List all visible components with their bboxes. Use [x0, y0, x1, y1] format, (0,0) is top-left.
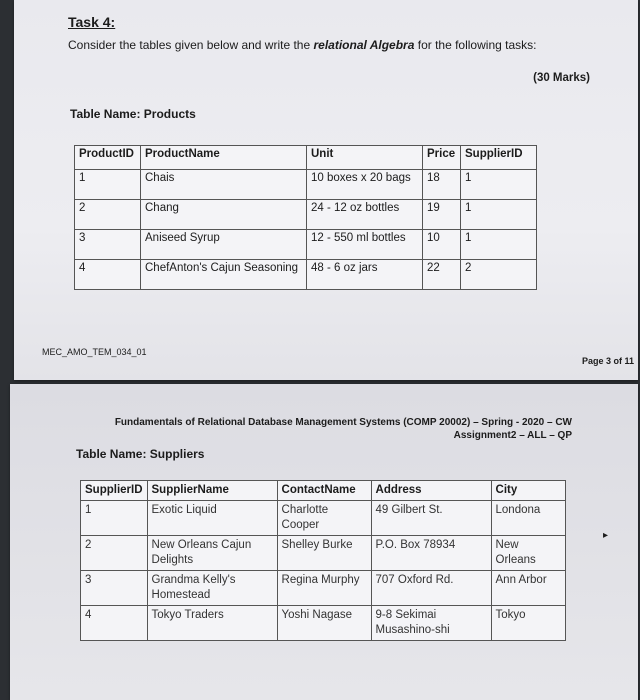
cell-city: New Orleans: [491, 536, 565, 571]
cell-supplier-id: 4: [81, 606, 148, 641]
cell-product-name: Chang: [141, 200, 307, 230]
course-header-line2: Assignment2 – ALL – QP: [453, 430, 572, 441]
cell-supplier-name: Exotic Liquid: [147, 501, 277, 536]
header-supplier-id: SupplierID: [461, 146, 537, 170]
instruction-emphasis: relational Algebra: [313, 38, 415, 52]
cell-city: Tokyo: [491, 606, 565, 641]
cell-supplier-name: Grandma Kelly's Homestead: [147, 571, 277, 606]
cell-contact-name: Regina Murphy: [277, 571, 371, 606]
table-row: [75, 200, 537, 230]
cell-city: Ann Arbor: [491, 571, 565, 606]
table-row: [81, 606, 566, 641]
cell-contact-name: Shelley Burke: [277, 536, 371, 571]
header-contact-name: ContactName: [277, 481, 371, 501]
header-product-id: ProductID: [75, 146, 141, 170]
cell-price: 18: [423, 170, 461, 200]
cell-address: 9-8 Sekimai Musashino-shi: [371, 606, 491, 641]
cell-product-name: Aniseed Syrup: [141, 230, 307, 260]
suppliers-table: [80, 480, 566, 641]
header-city: City: [491, 481, 565, 501]
cell-contact-name: Charlotte Cooper: [277, 501, 371, 536]
cell-price: 10: [423, 230, 461, 260]
marks-label: (30 Marks): [533, 72, 590, 84]
cell-address: P.O. Box 78934: [371, 536, 491, 571]
cell-product-id: 4: [75, 260, 141, 290]
cell-supplier-id: 1: [461, 230, 537, 260]
table-row: [75, 230, 537, 260]
course-header: [102, 416, 572, 442]
cell-city: Londona: [491, 501, 565, 536]
cursor-arrow-icon: ▸: [602, 530, 608, 541]
suppliers-table-name: Table Name: Suppliers: [76, 447, 205, 461]
suppliers-header-row: [81, 481, 566, 501]
products-header-row: [75, 146, 537, 170]
table-row: [81, 536, 566, 571]
cell-address: 49 Gilbert St.: [371, 501, 491, 536]
instruction-text-start: Consider the tables given below and write the: [68, 38, 314, 52]
document-page-4: [10, 384, 638, 700]
header-product-name: ProductName: [141, 146, 307, 170]
cell-product-name: Chais: [141, 170, 307, 200]
cell-supplier-id: 1: [81, 501, 148, 536]
cell-supplier-id: 2: [81, 536, 148, 571]
document-code: MEC_AMO_TEM_034_01: [42, 347, 147, 357]
page-number: Page 3 of 11: [581, 356, 634, 366]
course-header-line1: Fundamentals of Relational Database Management Systems (COMP 20002) – Spring - 2020 – CW: [114, 417, 572, 428]
header-unit: Unit: [307, 146, 423, 170]
cell-product-id: 3: [75, 230, 141, 260]
cell-supplier-name: New Orleans Cajun Delights: [147, 536, 277, 571]
cell-contact-name: Yoshi Nagase: [277, 606, 371, 641]
products-table: [74, 145, 537, 290]
cell-supplier-id: 1: [461, 170, 537, 200]
cell-supplier-id: 2: [461, 260, 537, 290]
cell-unit: 48 - 6 oz jars: [307, 260, 423, 290]
instruction-text-end: for the following tasks:: [414, 38, 537, 52]
table-row: [75, 260, 537, 290]
cell-address: 707 Oxford Rd.: [371, 571, 491, 606]
task-instruction: [68, 38, 536, 52]
cell-product-id: 1: [75, 170, 141, 200]
cell-supplier-name: Tokyo Traders: [147, 606, 277, 641]
cell-unit: 12 - 550 ml bottles: [307, 230, 423, 260]
cell-unit: 24 - 12 oz bottles: [307, 200, 423, 230]
table-row: [75, 170, 537, 200]
table-row: [81, 501, 566, 536]
cell-supplier-id: 3: [81, 571, 148, 606]
header-address: Address: [371, 481, 491, 501]
table-row: [81, 571, 566, 606]
cell-product-name: ChefAnton's Cajun Seasoning: [141, 260, 307, 290]
header-supplier-id: SupplierID: [81, 481, 148, 501]
document-page-3: [14, 0, 638, 380]
cell-product-id: 2: [75, 200, 141, 230]
header-supplier-name: SupplierName: [147, 481, 277, 501]
header-price: Price: [423, 146, 461, 170]
cell-unit: 10 boxes x 20 bags: [307, 170, 423, 200]
cell-price: 22: [423, 260, 461, 290]
task-title: Task 4:: [68, 14, 116, 30]
cell-price: 19: [423, 200, 461, 230]
cell-supplier-id: 1: [461, 200, 537, 230]
products-table-name: Table Name: Products: [70, 107, 196, 121]
